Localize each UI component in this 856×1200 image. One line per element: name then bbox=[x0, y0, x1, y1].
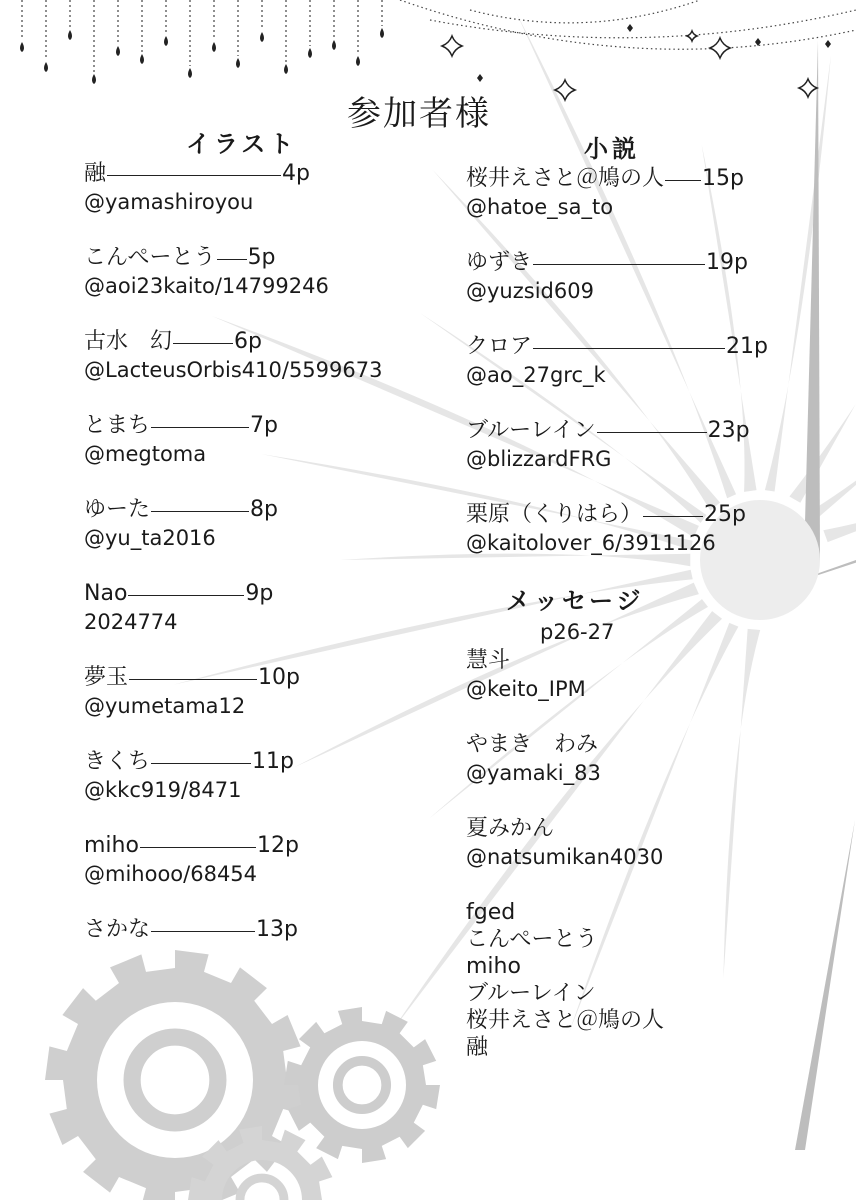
illust-section bbox=[84, 128, 424, 972]
entry-handle: @yumetama12 bbox=[84, 694, 246, 718]
spike-ray bbox=[823, 386, 856, 542]
entry-name: 夏みかん bbox=[466, 816, 555, 841]
list-item: こんぺーとう bbox=[466, 927, 598, 952]
gear-decoration bbox=[45, 950, 440, 1200]
list-item bbox=[84, 412, 424, 468]
entry-name: こんぺーとう bbox=[84, 245, 216, 270]
entry-name: とまち bbox=[84, 413, 151, 438]
drop-bead bbox=[116, 46, 120, 56]
list-item bbox=[84, 748, 424, 804]
entry-name: やまき わみ bbox=[466, 732, 599, 757]
entry-page: 15p bbox=[702, 166, 744, 191]
garland-decoration bbox=[400, 0, 856, 100]
drop-bead bbox=[140, 54, 144, 64]
entry-name: ゆーた bbox=[84, 497, 151, 522]
list-item bbox=[84, 496, 424, 552]
entry-name-line bbox=[84, 496, 424, 524]
entry-page: 8p bbox=[250, 497, 278, 522]
list-item bbox=[84, 328, 424, 384]
entry-name: きくち bbox=[84, 749, 151, 774]
list-item bbox=[466, 333, 816, 389]
list-item bbox=[466, 731, 816, 787]
garland-string bbox=[470, 0, 700, 23]
leader-line bbox=[533, 348, 725, 349]
sparkle-icon bbox=[442, 36, 462, 56]
entry-name: 夢玉 bbox=[84, 665, 129, 690]
list-item bbox=[466, 815, 816, 871]
list-item bbox=[84, 580, 424, 636]
garland-string bbox=[400, 0, 856, 49]
list-item bbox=[466, 647, 816, 703]
list-item: 桜井えさと＠鳩の人 bbox=[466, 1008, 665, 1033]
entry-page: 23p bbox=[707, 418, 750, 443]
list-item bbox=[84, 244, 424, 300]
drop-bead bbox=[260, 32, 264, 42]
entry-name-line bbox=[84, 748, 424, 776]
entry-name: 桜井えさと＠鳩の人 bbox=[466, 166, 665, 191]
drop-bead bbox=[44, 62, 48, 72]
entry-page: 25p bbox=[704, 502, 746, 527]
entry-handle: @LacteusOrbis410/5599673 bbox=[84, 358, 383, 382]
message-heading: メッセージ bbox=[506, 587, 645, 615]
entry-name: miho bbox=[84, 833, 139, 858]
entry-page: 10p bbox=[258, 665, 300, 690]
entry-handle: @yuzsid609 bbox=[466, 279, 594, 303]
hanging-drops-decoration bbox=[20, 0, 384, 84]
list-item: 融 bbox=[466, 1035, 489, 1060]
entry-name: Nao bbox=[84, 581, 128, 606]
medium-gear bbox=[284, 1007, 440, 1163]
bead-icon bbox=[825, 40, 831, 48]
entry-page: 13p bbox=[256, 917, 298, 942]
entry-handle: @keito_IPM bbox=[466, 677, 586, 701]
message-pages: p26-27 bbox=[540, 620, 615, 644]
drop-bead bbox=[356, 56, 360, 66]
list-item: ブルーレイン bbox=[466, 981, 596, 1006]
entry-name-line bbox=[84, 580, 424, 608]
entry-name-line bbox=[466, 417, 816, 445]
drop-bead bbox=[284, 64, 288, 74]
entry-name: 慧斗 bbox=[466, 648, 511, 673]
entry-name-line bbox=[466, 501, 816, 529]
illust-heading: イラスト bbox=[186, 130, 298, 158]
entry-name: クロア bbox=[466, 334, 533, 359]
entry-name: ゆずき bbox=[466, 250, 533, 275]
entry-name: 古水 幻 bbox=[84, 329, 173, 354]
leader-line bbox=[533, 264, 705, 265]
entry-name-line bbox=[466, 333, 816, 361]
drop-bead bbox=[164, 36, 168, 46]
list-item bbox=[84, 664, 424, 720]
entry-name-line bbox=[466, 249, 816, 277]
leader-line bbox=[665, 180, 701, 181]
leader-line bbox=[151, 931, 255, 932]
large-gear-hub bbox=[132, 1037, 218, 1123]
medium-gear-hub bbox=[338, 1061, 386, 1109]
page-title: 参加者様 bbox=[347, 94, 491, 134]
leader-line bbox=[128, 595, 244, 596]
entry-name: 融 bbox=[84, 161, 107, 186]
novel-heading: 小説 bbox=[584, 135, 640, 163]
leader-line bbox=[643, 516, 703, 517]
entry-page: 19p bbox=[706, 250, 748, 275]
list-item bbox=[466, 165, 816, 221]
leader-line bbox=[140, 847, 256, 848]
leader-line bbox=[107, 175, 281, 176]
sparkle-icon bbox=[687, 31, 697, 41]
entry-name-line bbox=[84, 412, 424, 440]
entry-handle: @kkc919/8471 bbox=[84, 778, 242, 802]
entry-handle: @mihooo/68454 bbox=[84, 862, 258, 886]
entry-page: 5p bbox=[247, 245, 276, 270]
entry-handle: @hatoe_sa_to bbox=[466, 195, 614, 219]
drop-bead bbox=[92, 74, 96, 84]
leader-line bbox=[151, 763, 251, 764]
illust-list bbox=[84, 160, 424, 944]
novel-list bbox=[466, 165, 816, 557]
list-item bbox=[466, 501, 816, 557]
entry-page: 21p bbox=[726, 334, 768, 359]
novel-message-column bbox=[466, 133, 816, 1061]
drop-bead bbox=[20, 42, 24, 52]
list-item bbox=[466, 417, 816, 473]
drop-bead bbox=[380, 28, 384, 38]
drop-bead bbox=[332, 40, 336, 50]
entry-name-line bbox=[466, 165, 816, 193]
list-item: fged bbox=[466, 900, 516, 925]
message-name-list bbox=[466, 899, 816, 1061]
entry-name: ブルーレイン bbox=[466, 418, 596, 443]
leader-line bbox=[151, 427, 249, 428]
list-item bbox=[84, 916, 424, 944]
drop-bead bbox=[308, 48, 312, 58]
entry-name-line bbox=[84, 160, 424, 188]
sparkle-icon bbox=[710, 38, 730, 58]
list-item: miho bbox=[466, 954, 521, 979]
drop-bead bbox=[212, 42, 216, 52]
entry-name-line bbox=[84, 328, 424, 356]
entry-name-line bbox=[84, 664, 424, 692]
leader-line bbox=[129, 679, 257, 680]
list-item bbox=[84, 832, 424, 888]
list-item bbox=[84, 160, 424, 216]
entry-page: 7p bbox=[250, 413, 278, 438]
entry-handle: @natsumikan4030 bbox=[466, 845, 664, 869]
entry-handle: @yamaki_83 bbox=[466, 761, 601, 785]
list-item bbox=[466, 249, 816, 305]
entry-page: 12p bbox=[256, 833, 299, 858]
leader-line bbox=[173, 343, 233, 344]
entry-handle: @yamashiroyou bbox=[84, 190, 254, 214]
entry-handle: @yu_ta2016 bbox=[84, 526, 216, 550]
entry-name: さかな bbox=[84, 917, 151, 942]
leader-line bbox=[151, 511, 249, 512]
entry-handle: 2024774 bbox=[84, 610, 178, 634]
entry-handle: @blizzardFRG bbox=[466, 447, 612, 471]
small-gear-hub bbox=[240, 1178, 284, 1200]
entry-page: 4p bbox=[282, 161, 310, 186]
entry-name: 栗原（くりはら） bbox=[466, 502, 643, 527]
bead-icon bbox=[477, 74, 483, 82]
entry-name-line bbox=[84, 916, 424, 944]
entry-handle: @kaitolover_6/3911126 bbox=[466, 531, 716, 555]
message-list bbox=[466, 647, 816, 871]
entry-handle: @aoi23kaito/14799246 bbox=[84, 274, 329, 298]
drop-bead bbox=[236, 58, 240, 68]
entry-page: 6p bbox=[234, 329, 262, 354]
leader-line bbox=[217, 259, 247, 260]
entry-name-line bbox=[84, 244, 424, 272]
drop-bead bbox=[68, 30, 72, 40]
large-gear bbox=[45, 950, 305, 1200]
leader-line bbox=[597, 432, 707, 433]
drop-bead bbox=[188, 68, 192, 78]
entry-name-line bbox=[84, 832, 424, 860]
entry-handle: @megtoma bbox=[84, 442, 207, 466]
bead-icon bbox=[627, 24, 633, 32]
entry-page: 9p bbox=[245, 581, 274, 606]
garland-string bbox=[430, 10, 856, 38]
entry-handle: @ao_27grc_k bbox=[466, 363, 606, 387]
entry-page: 11p bbox=[252, 749, 294, 774]
